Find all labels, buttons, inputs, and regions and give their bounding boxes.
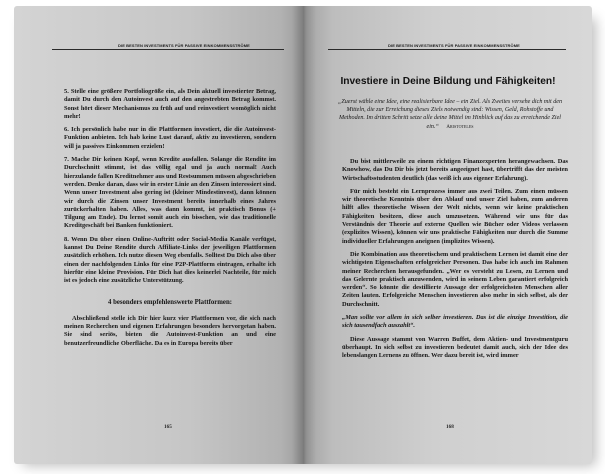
left-paragraph-6: 6. Ich persönlich habe nur in die Plattformen investiert, die die Autoinvest-Funktion anbieten. Ich hab keine Lust darauf, aktiv zu investieren, sondern will ja passives Einkommen erzielen!: [64, 126, 276, 150]
right-running-header: DIE BESTEN INVESTMENTS FÜR PASSIVE EINKOMMENSSTRÖME: [388, 43, 520, 48]
epigraph: [334, 98, 566, 132]
left-paragraph-7: 7. Mache Dir keinen Kopf, wenn Kredite ausfallen. Solange die Rendite im Durchschnitt stimmt, ist das völlig egal und ja auch normal! Auch hierzulande fallen Kreditnehmer aus und Restsummen müssen abgeschrieben werden. Denke daran, dass wir in erster Linie an den Zinsen interessiert sind. Wenn unser Investment also gering ist (kleiner Mindestinvest), dann können wir durch die Zinsen unser Investment bereits innerhalb eines Jahres zurückerhalten haben. Alles, was dann kommt, ist praktisch Bonus (+ Tilgung am Ende). Du lernst somit auch ein bisschen, wie das traditionelle Kreditgeschäft bei Banken funktioniert.: [64, 156, 276, 230]
right-page: [304, 6, 592, 464]
right-page-number: 168: [446, 424, 454, 430]
left-page-number: 165: [164, 424, 172, 430]
right-page-body: [342, 158, 568, 361]
chapter-title: Investiere in Deine Bildung und Fähigkeiten!: [340, 76, 556, 87]
epigraph-text: „Zuerst wähle eine Idee, eine realisierbare Idee – ein Ziel. Als Zweites versehe dich mit den Mitteln, die zur Erreichung dieses Ziels notwendig sind: Wissen, Geld, Rohstoffe und Methoden. Im dritten Schritt setze alle deine Mittel im Hinblick auf das zu erreichende Ziel ein.“: [337, 99, 562, 130]
left-running-header: DIE BESTEN INVESTMENTS FÜR PASSIVE EINKOMMENSSTRÖME: [118, 43, 250, 48]
right-paragraph-3: Die Kombination aus theoretischem und praktischem Lernen ist damit eine der wichtigsten Eigenschaften erfolgreicher Personen. Das habe ich auch im Rahmen meiner Recherchen herausgefunden. „Wer es versteht zu Lesen, zu Lernen und das Gelernte praktisch anzuwenden, wird in seinem Leben garantiert erfolgreich werden“. So könnte die destillierte Aussage der erfolgreichsten Menschen aller Zeiten lauten. Erfolgreiche Menschen investieren also mehr in sich selbst, als der Durchschnitt.: [342, 250, 568, 308]
left-page: [14, 6, 304, 464]
epigraph-author: Aristoteles: [446, 124, 474, 130]
right-paragraph-1: Du bist mittlerweile zu einem richtigen Finanzexperten herangewachsen. Das Knowhow, das Du Dir bis jetzt bereits angeeignet hast, übertrifft das der meisten Wirtschaftsstudenten deutlich (das weiß ich aus eigener Erfahrung).: [342, 158, 568, 182]
left-paragraph-8: 8. Wenn Du über einen Online-Auftritt oder Social-Media Kanäle verfügst, kannst Du Deine Rendite durch Affiliate-Links der jeweiligen Plattformen zusätzlich erhöhen. Ich nutze diesen Weg ebenfalls. Solltest Du Dich also über einen der nachfolgenden Links für eine P2P-Plattform eintragen, erhalte ich hierfür eine kleine Provision. Für Dich hat dies keinerlei Nachteile, für mich ist es jedoch eine zusätzliche Unterstützung.: [64, 235, 276, 285]
right-header-rule: [328, 49, 566, 50]
right-paragraph-2: Für mich besteht ein Lernprozess immer aus zwei Teilen. Zum einen müssen wir theoretische Kenntnis über den Ablauf und unser Ziel haben, zum anderen hilft alles theoretische Wissen der Welt nichts, wenn wir keine praktischen Fähigkeiten besitzen, diese auch umzusetzen. Während wir uns für das Verständnis der Theorie auf externe Quellen wie Bücher oder Videos verlassen (explizites Wissen), können wir uns praktische Fähigkeiten nur durch die Summe individueller Erfahrungen aneignen (implizites Wissen).: [342, 187, 568, 245]
platforms-subheading: 4 besonders empfehlenswerte Plattformen:: [107, 298, 232, 306]
left-page-body: [64, 88, 276, 348]
open-book: [14, 6, 596, 468]
left-header-rule: [52, 49, 284, 50]
buffett-quote: „Man sollte vor allem in sich selber investieren. Das ist die einzige Investition, die sich tausendfach auszahlt“.: [342, 314, 568, 330]
left-paragraph-5: 5. Stelle eine größere Portfoliogröße ein, als Dein aktuell investierter Betrag, damit Du durch den Autoinvest auch auf den angestrebten Betrag kommst. Sonst hört dieser Mechanismus zu früh auf und reinvestiert womöglich nicht mehr!: [64, 88, 276, 120]
left-closing-paragraph: Abschließend stelle ich Dir hier kurz vier Plattformen vor, die sich nach meinen Recherchen und eigenen Erfahrungen besonders hervorgetan haben. Sie sind seriös, bieten die Autoinvest-Funktion an und eine benutzerfreundliche Oberfläche. Da es in Europa bereits über: [64, 314, 276, 347]
right-closing-paragraph: Diese Aussage stammt von Warren Buffet, dem Aktien- und Investmentguru überhaupt. In sich selbst zu investieren bedeutet damit auch, sich der Idee des lebenslangen Lernens zu öffnen. Wer dazu bereit ist, wird immer: [342, 335, 568, 360]
